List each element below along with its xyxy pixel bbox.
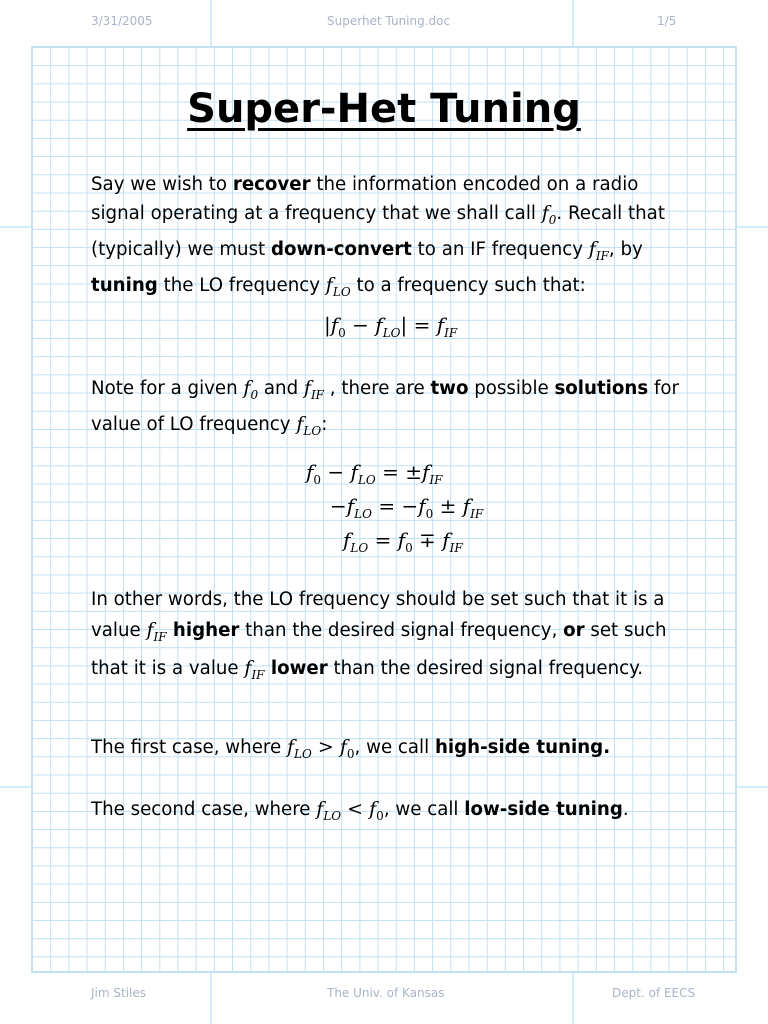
margin-mark [737, 786, 768, 788]
header-divider-left [210, 0, 212, 46]
solutions-paragraph: Note for a given $f_0$ and $f_{IF}$ , there are two possible solutions for value of LO frequency $f_{LO}$: [91, 377, 679, 438]
equation-abs-difference: $|f_0 - f_{LO}| = f_{IF}$ [324, 313, 458, 340]
equation-line-1: $f_0 - f_{LO} = \pm f_{IF}$ [306, 460, 443, 487]
header-divider-right [572, 0, 574, 46]
margin-mark [0, 226, 31, 228]
equation-line-3: $f_{LO} = f_0 \mp f_{IF}$ [343, 528, 463, 555]
page-header [0, 14, 768, 40]
margin-mark [737, 226, 768, 228]
header-date: 3/31/2005 [91, 14, 153, 28]
page-footer [0, 986, 768, 1012]
footer-university: The Univ. of Kansas [327, 986, 445, 1000]
intro-paragraph: Say we wish to recover the information encoded on a radio signal operating at a frequency that we shall call $f_0$. Recall that (typically) we must down-convert to an IF frequency $f_{IF}$, by tuning the LO frequency $f_{LO}$ to a frequency such that: [91, 174, 665, 299]
explanation-paragraph: In other words, the LO frequency should be set such that it is a value $f_{IF}$ higher than the desired signal frequency, or set such that it is a value $f_{IF}$ lower than the desired signal frequency. [91, 589, 667, 682]
high-side-paragraph: The first case, where $f_{LO} > f_0$, we call high-side tuning. [91, 736, 611, 761]
margin-mark [0, 786, 31, 788]
footer-department: Dept. of EECS [612, 986, 696, 1000]
equation-line-2: $-f_{LO} = -f_0 \pm f_{IF}$ [330, 494, 484, 521]
header-filename: Superhet Tuning.doc [327, 14, 451, 28]
header-page-number: 1/5 [657, 14, 677, 28]
low-side-paragraph: The second case, where $f_{LO} < f_0$, we call low-side tuning. [91, 798, 629, 823]
footer-author: Jim Stiles [91, 986, 147, 1000]
page-title: Super-Het Tuning [187, 86, 581, 132]
